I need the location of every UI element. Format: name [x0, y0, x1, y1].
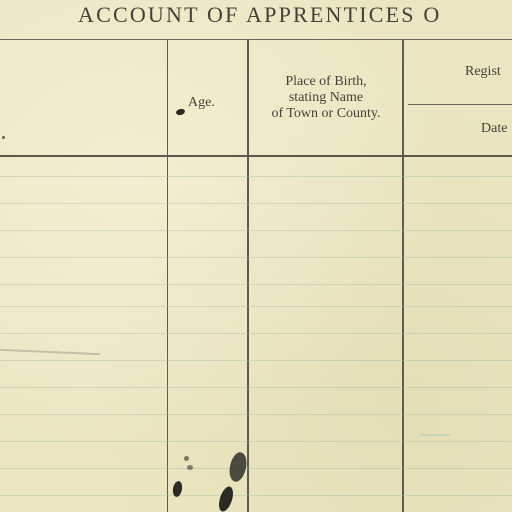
page-title: ACCOUNT OF APPRENTICES O	[78, 2, 442, 27]
ink-blot-mark	[175, 108, 185, 116]
registration-column-header: Regist	[465, 64, 501, 79]
header-top-rule	[0, 39, 512, 40]
ruled-line	[0, 257, 512, 258]
ink-speck	[187, 465, 193, 470]
ink-blot-mark	[216, 485, 235, 512]
ruled-line	[0, 306, 512, 307]
ruled-line	[0, 333, 512, 334]
ruled-line	[0, 360, 512, 361]
ink-blot-mark	[227, 451, 249, 484]
ruled-line	[0, 414, 512, 415]
pencil-smudge	[420, 434, 450, 436]
registration-date-subheader: Date	[481, 121, 508, 136]
ruled-line	[0, 441, 512, 442]
place-of-birth-line-3: of Town or County.	[271, 106, 381, 121]
ruled-line	[0, 468, 512, 469]
pencil-smudge	[0, 349, 100, 355]
place-of-birth-line-2: stating Name	[288, 90, 364, 105]
ruled-line	[0, 387, 512, 388]
ruled-line	[0, 284, 512, 285]
ruled-line	[0, 203, 512, 204]
ink-speck	[184, 456, 189, 461]
ruled-line	[0, 230, 512, 231]
ink-speck	[2, 136, 5, 139]
ruled-line	[0, 176, 512, 177]
place-of-birth-column-header	[252, 74, 400, 122]
header-bottom-rule	[0, 155, 512, 157]
registration-sub-rule	[408, 104, 512, 105]
age-column-header: Age.	[188, 95, 215, 110]
ruled-line	[0, 495, 512, 496]
place-of-birth-line-1: Place of Birth,	[285, 74, 367, 89]
